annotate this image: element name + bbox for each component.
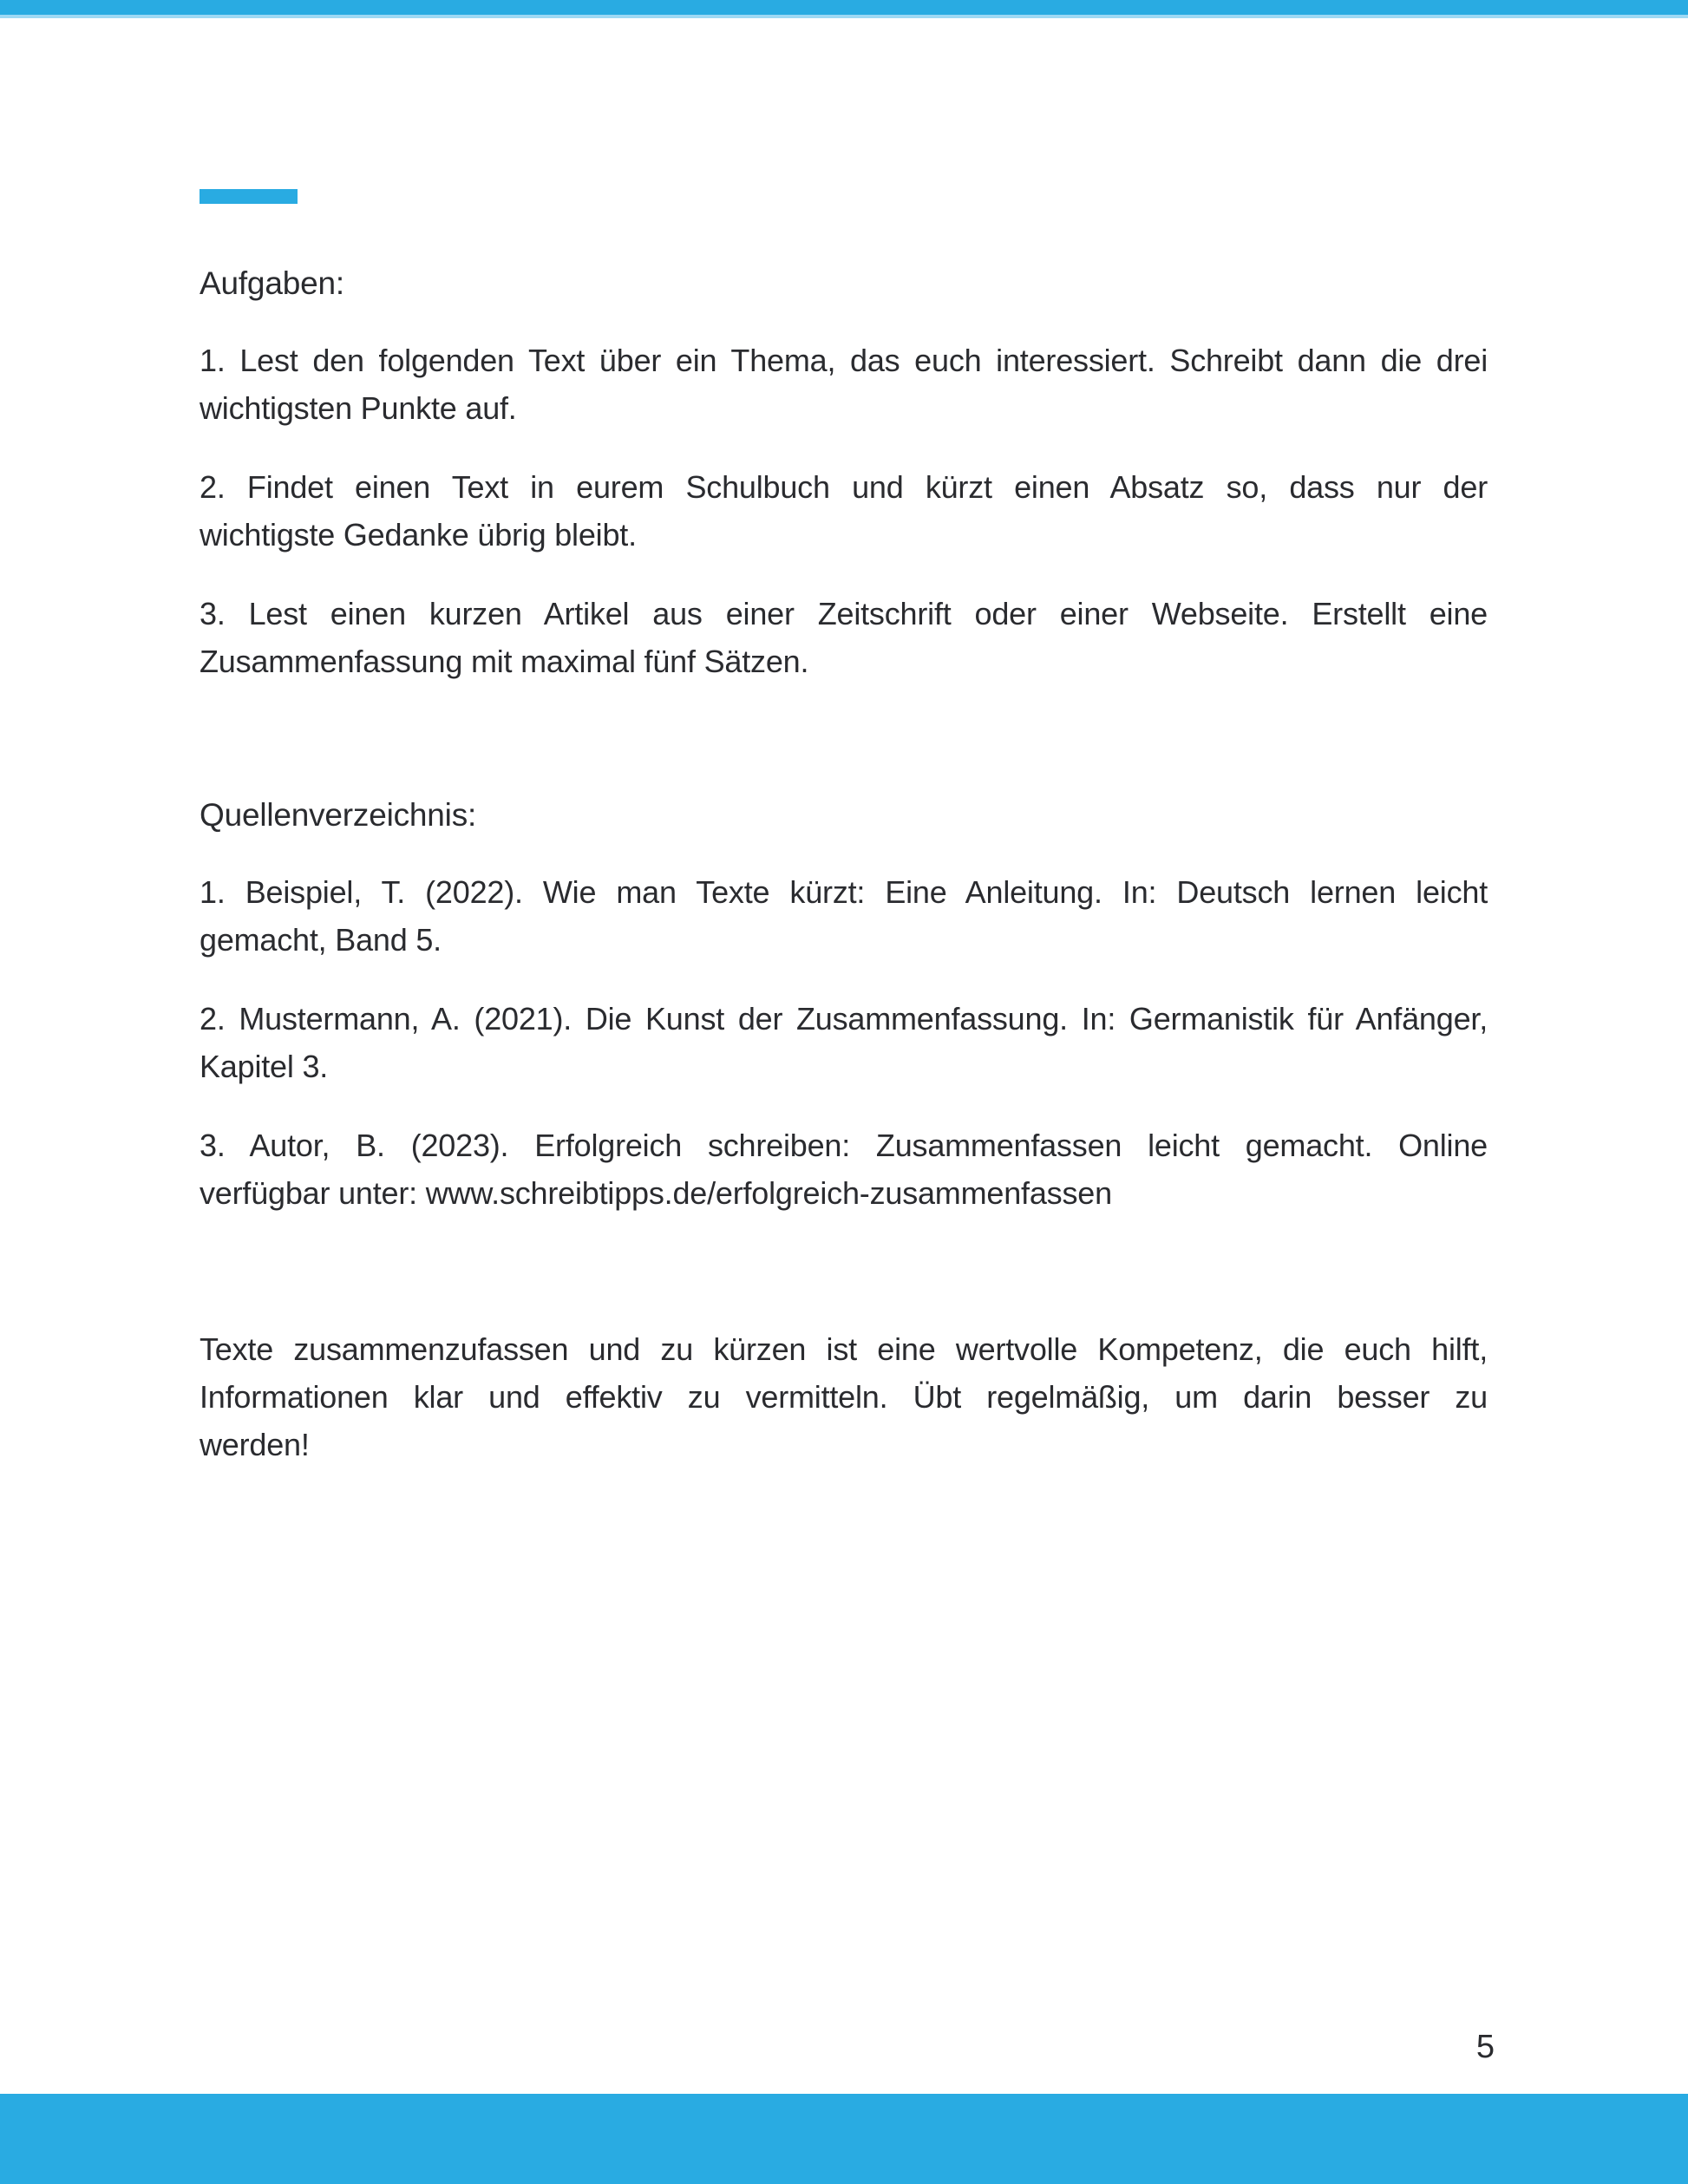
- tasks-heading: Aufgaben:: [200, 265, 344, 301]
- closing-paragraph-1-line-1: Texte zusammenzufassen und zu kürzen ist eine wertvolle Kompetenz, die euch hilft,: [200, 1331, 1488, 1367]
- reference-item-1-line-2: gemacht, Band 5.: [200, 922, 442, 958]
- page-content: [200, 0, 1488, 1468]
- task-item-2-line-2: wichtigste Gedanke übrig bleibt.: [200, 517, 637, 553]
- task-item-1-line-2: wichtigsten Punkte auf.: [200, 390, 517, 426]
- task-item-1: [200, 337, 1488, 432]
- reference-item-3: [200, 1121, 1488, 1217]
- task-item-1-line-1: 1. Lest den folgenden Text über ein Thema, das euch interessiert. Schreibt dann die drei: [200, 343, 1488, 378]
- reference-item-2: [200, 995, 1488, 1090]
- reference-item-1: [200, 868, 1488, 964]
- reference-item-2-line-2: Kapitel 3.: [200, 1049, 329, 1084]
- section-accent-marker: [200, 189, 298, 204]
- task-item-3-line-1: 3. Lest einen kurzen Artikel aus einer Zeitschrift oder einer Webseite. Erstellt eine: [200, 596, 1488, 631]
- closing-paragraph-1-line-3: werden!: [200, 1427, 310, 1462]
- reference-item-2-line-1: 2. Mustermann, A. (2021). Die Kunst der Zusammenfassung. In: Germanistik für Anfänger,: [200, 1001, 1488, 1036]
- task-item-3: [200, 590, 1488, 685]
- task-item-2-line-1: 2. Findet einen Text in eurem Schulbuch und kürzt einen Absatz so, dass nur der: [200, 469, 1488, 505]
- page-number: 5: [1475, 2029, 1495, 2065]
- reference-item-3-line-1: 3. Autor, B. (2023). Erfolgreich schreiben: Zusammenfassen leicht gemacht. Online: [200, 1128, 1488, 1163]
- bibliography-list: [200, 868, 1488, 1217]
- tasks-list: [200, 337, 1488, 685]
- bibliography-heading: Quellenverzeichnis:: [200, 797, 477, 833]
- reference-item-1-line-1: 1. Beispiel, T. (2022). Wie man Texte kürzt: Eine Anleitung. In: Deutsch lernen leicht: [200, 874, 1488, 910]
- closing-paragraph-wrap: [200, 1325, 1488, 1468]
- closing-paragraph-1: [200, 1325, 1488, 1468]
- closing-paragraph-1-line-2: Informationen klar und effektiv zu vermitteln. Übt regelmäßig, um darin besser zu: [200, 1379, 1488, 1415]
- task-item-2: [200, 463, 1488, 559]
- reference-item-3-line-2: verfügbar unter: www.schreibtipps.de/erfolgreich-zusammenfassen: [200, 1175, 1112, 1211]
- bottom-accent-bar: [0, 2094, 1688, 2184]
- task-item-3-line-2: Zusammenfassung mit maximal fünf Sätzen.: [200, 644, 809, 679]
